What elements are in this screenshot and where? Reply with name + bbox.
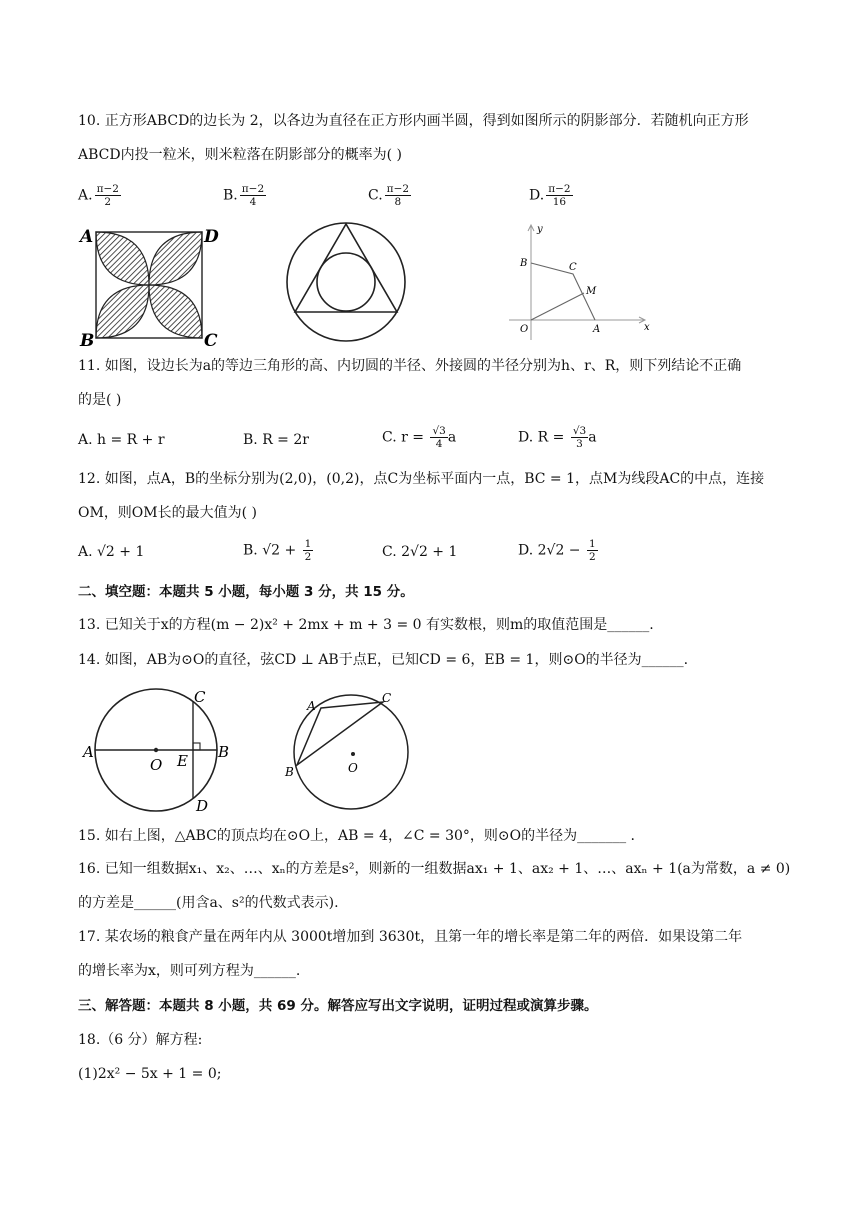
q11-option-d[interactable]	[518, 425, 597, 450]
label-c: C	[194, 688, 206, 706]
frac-den: 2	[589, 551, 596, 563]
frac-num: 1	[304, 538, 312, 550]
option-text: D. R =	[518, 429, 569, 446]
q13-text: 13. 已知关于x的方程(m − 2)x² + 2mx + m + 3 = 0 有实数根，则m的取值范围是______.	[78, 617, 654, 633]
label-a: A	[593, 324, 601, 335]
option-label: D.	[529, 187, 545, 204]
label-o: O	[348, 761, 358, 775]
frac-den: 3	[576, 438, 583, 450]
inscribed-triangle-figure	[283, 690, 413, 814]
frac-num: π−2	[96, 183, 119, 195]
label-b: B	[218, 743, 230, 761]
option-tail: a	[447, 429, 457, 446]
triangle-circles-figure	[284, 220, 412, 348]
q10-option-a[interactable]	[78, 183, 121, 208]
q11-option-c[interactable]	[382, 425, 456, 450]
option-tail: a	[588, 429, 597, 446]
square-petal-figure	[76, 222, 226, 350]
label-a: A	[80, 227, 94, 247]
frac-den: 4	[249, 196, 257, 208]
label-d: D	[196, 797, 209, 814]
option-text: B. √2 +	[243, 542, 301, 559]
q12-option-a[interactable]: A. √2 + 1	[78, 544, 145, 560]
q10-stem-line1: 10. 正方形ABCD的边长为 2，以各边为直径在正方形内画半圆，得到如图所示的阴影部分．若随机向正方形	[78, 113, 749, 129]
label-m: M	[586, 286, 597, 297]
label-x: x	[644, 322, 650, 333]
frac-num: 1	[589, 538, 596, 550]
label-c: C	[204, 331, 218, 350]
frac-num: √3	[572, 425, 587, 437]
label-y: y	[537, 224, 543, 235]
frac-num: π−2	[548, 183, 571, 195]
q11-stem-line2: 的是( )	[78, 392, 122, 408]
frac-den: 16	[552, 196, 567, 208]
frac-den: 4	[435, 438, 443, 450]
label-a: A	[307, 699, 316, 713]
frac-den: 2	[104, 196, 112, 208]
section-2-heading: 二、填空题：本题共 5 小题，每小题 3 分，共 15 分。	[78, 584, 414, 600]
q14-text: 14. 如图，AB为⊙O的直径，弦CD ⊥ AB于点E，已知CD = 6，EB = 1，则⊙O的半径为______.	[78, 652, 689, 668]
frac-num: π−2	[241, 183, 265, 195]
q11-option-a[interactable]: A. h = R + r	[78, 432, 165, 448]
label-b: B	[520, 258, 528, 269]
frac-num: π−2	[386, 183, 410, 195]
q18-part1: (1)2x² − 5x + 1 = 0;	[78, 1066, 222, 1082]
q12-option-d[interactable]	[518, 538, 598, 563]
circle-chord-figure	[80, 684, 240, 814]
option-label: C.	[368, 187, 383, 204]
label-c: C	[569, 262, 577, 273]
label-o: O	[520, 324, 529, 335]
q11-stem-line1: 11. 如图，设边长为a的等边三角形的高、内切圆的半径、外接圆的半径分别为h、r、R，则下列结论不正确	[78, 358, 742, 374]
option-text: C. r =	[382, 429, 429, 446]
q17-line1: 17. 某农场的粮食产量在两年内从 3000t增加到 3630t，且第一年的增长率是第二年的两倍．如果设第二年	[78, 929, 743, 945]
q10-option-b[interactable]	[223, 183, 266, 208]
q16-line1: 16. 已知一组数据x₁、x₂、…、xₙ的方差是s²，则新的一组数据ax₁ + 1、ax₂ + 1、…、axₙ + 1(a为常数，a ≠ 0)	[78, 861, 791, 877]
option-text: D. 2√2 −	[518, 542, 585, 559]
label-e: E	[177, 752, 188, 770]
option-label: A.	[78, 187, 93, 204]
q12-stem-line2: OM，则OM长的最大值为( )	[78, 505, 257, 521]
label-c: C	[382, 691, 392, 705]
q10-stem-line2: ABCD内投一粒米，则米粒落在阴影部分的概率为( )	[78, 147, 402, 163]
q17-line2: 的增长率为x，则可列方程为______.	[78, 963, 301, 979]
q11-option-b[interactable]: B. R = 2r	[243, 432, 309, 448]
frac-den: 8	[394, 196, 402, 208]
q12-stem-line1: 12. 如图，点A，B的坐标分别为(2,0)，(0,2)，点C为坐标平面内一点，BC = 1，点M为线段AC的中点，连接	[78, 471, 765, 487]
coordinate-figure	[505, 222, 655, 348]
frac-den: 2	[304, 551, 312, 563]
label-b: B	[80, 331, 95, 350]
q16-line2: 的方差是______(用含a、s²的代数式表示).	[78, 895, 339, 911]
option-label: B.	[223, 187, 238, 204]
label-a: A	[83, 743, 94, 761]
q10-option-d[interactable]	[529, 183, 573, 208]
label-o: O	[150, 756, 163, 774]
frac-num: √3	[432, 425, 446, 437]
q18-text: 18.（6 分）解方程:	[78, 1032, 203, 1048]
q12-option-c[interactable]: C. 2√2 + 1	[382, 544, 458, 560]
q15-text: 15. 如右上图，△ABC的顶点均在⊙O上，AB = 4，∠C = 30°，则⊙O的半径为_______ .	[78, 828, 635, 844]
label-d: D	[204, 227, 219, 247]
q12-option-b[interactable]	[243, 538, 313, 563]
section-3-heading: 三、解答题：本题共 8 小题，共 69 分。解答应写出文字说明，证明过程或演算步骤。	[78, 998, 598, 1014]
label-b: B	[285, 765, 294, 779]
q10-option-c[interactable]	[368, 183, 411, 208]
